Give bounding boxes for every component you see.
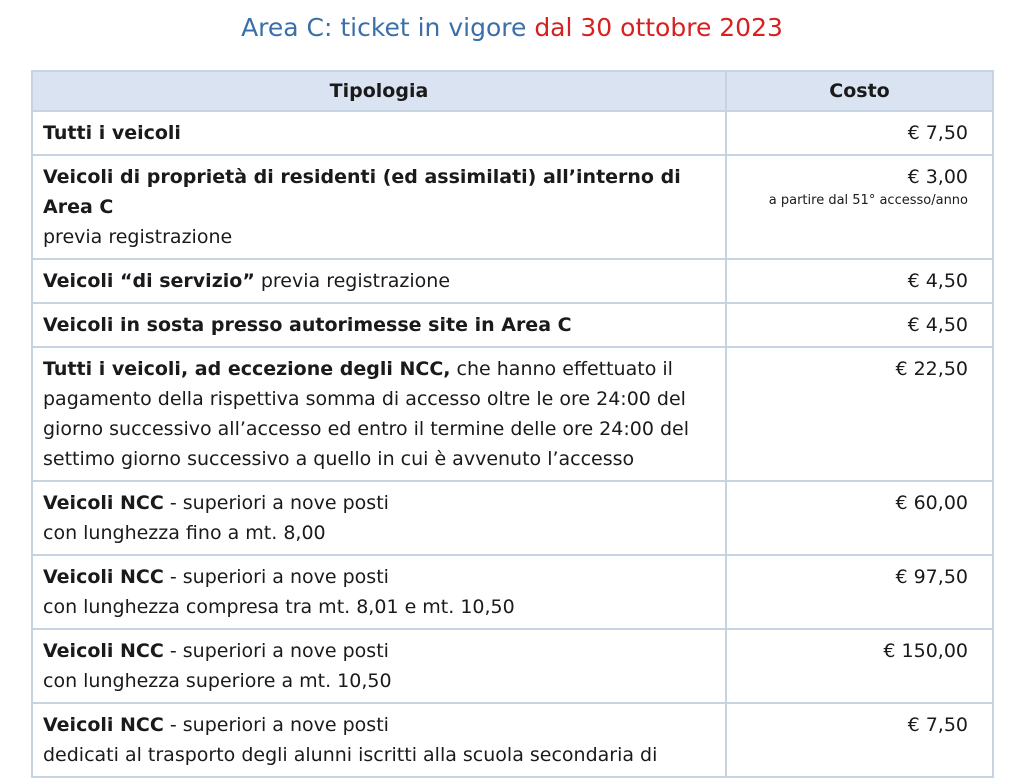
row-tipologia [32,155,726,259]
table-row [32,259,993,303]
row-tipologia [32,555,726,629]
header-tipologia: Tipologia [32,71,726,111]
table-row [32,303,993,347]
row-label-bold: Veicoli NCC [43,640,164,662]
row-label-text: - superiori a nove posti [163,714,389,736]
table-row [32,555,993,629]
cost-value: € 60,00 [895,492,968,514]
row-label-bold: Tutti i veicoli, ad eccezione degli NCC, [43,358,451,380]
cost-value: € 97,50 [895,566,968,588]
row-label-detail: con lunghezza compresa tra mt. 8,01 e mt. 10,50 [43,596,515,618]
cost-value: € 4,50 [907,270,968,292]
row-label-text: che hanno effettuato il pagamento della rispettiva somma di accesso oltre le ore 24:00 del giorno successivo all’accesso ed entro il termine delle ore 24:00 del settimo giorno successivo a quello in cui è avvenuto l’accesso [43,358,689,470]
row-costo [726,155,993,259]
row-tipologia [32,111,726,155]
row-costo [726,703,993,777]
row-label-text: - superiori a nove posti [163,640,389,662]
row-costo [726,303,993,347]
table-row [32,703,993,777]
ticket-table [31,70,994,778]
table-header-row [32,71,993,111]
row-label-bold: Veicoli NCC [43,492,164,514]
row-costo [726,629,993,703]
table-row [32,155,993,259]
row-tipologia [32,629,726,703]
row-label-text: previa registrazione [43,226,233,248]
row-costo [726,555,993,629]
header-costo: Costo [726,71,993,111]
title-main: Area C: ticket in vigore [241,13,527,42]
title-date: dal 30 ottobre 2023 [534,13,783,42]
row-costo [726,111,993,155]
row-label-detail: con lunghezza fino a mt. 8,00 [43,522,326,544]
row-tipologia [32,259,726,303]
table-row [32,481,993,555]
row-label-bold: Veicoli NCC [43,714,164,736]
page-title [0,10,1024,46]
row-label-text: - superiori a nove posti [163,566,389,588]
table-row [32,629,993,703]
cost-value: € 4,50 [907,314,968,336]
cost-value: € 150,00 [883,640,968,662]
cost-note: a partire dal 51° accesso/anno [768,193,968,208]
row-costo [726,259,993,303]
cost-value: € 22,50 [895,358,968,380]
row-tipologia [32,481,726,555]
row-label-text: previa registrazione [254,270,451,292]
row-label-bold: Veicoli “di servizio” [43,270,255,292]
table-row [32,347,993,481]
row-label-bold: Veicoli di proprietà di residenti (ed assimilati) all’interno di Area C [43,166,681,218]
table-row [32,111,993,155]
row-costo [726,481,993,555]
row-label-detail: dedicati al trasporto degli alunni iscritti alla scuola secondaria di [43,744,658,766]
cost-value: € 7,50 [907,714,968,736]
row-label-bold: Veicoli NCC [43,566,164,588]
row-label-text: - superiori a nove posti [163,492,389,514]
cost-value: € 7,50 [907,122,968,144]
row-tipologia [32,703,726,777]
row-tipologia [32,303,726,347]
row-label-detail: con lunghezza superiore a mt. 10,50 [43,670,392,692]
cost-value: € 3,00 [907,166,968,188]
row-label-bold: Veicoli in sosta presso autorimesse site in Area C [43,314,572,336]
row-costo [726,347,993,481]
row-label-bold: Tutti i veicoli [43,122,181,144]
row-tipologia [32,347,726,481]
